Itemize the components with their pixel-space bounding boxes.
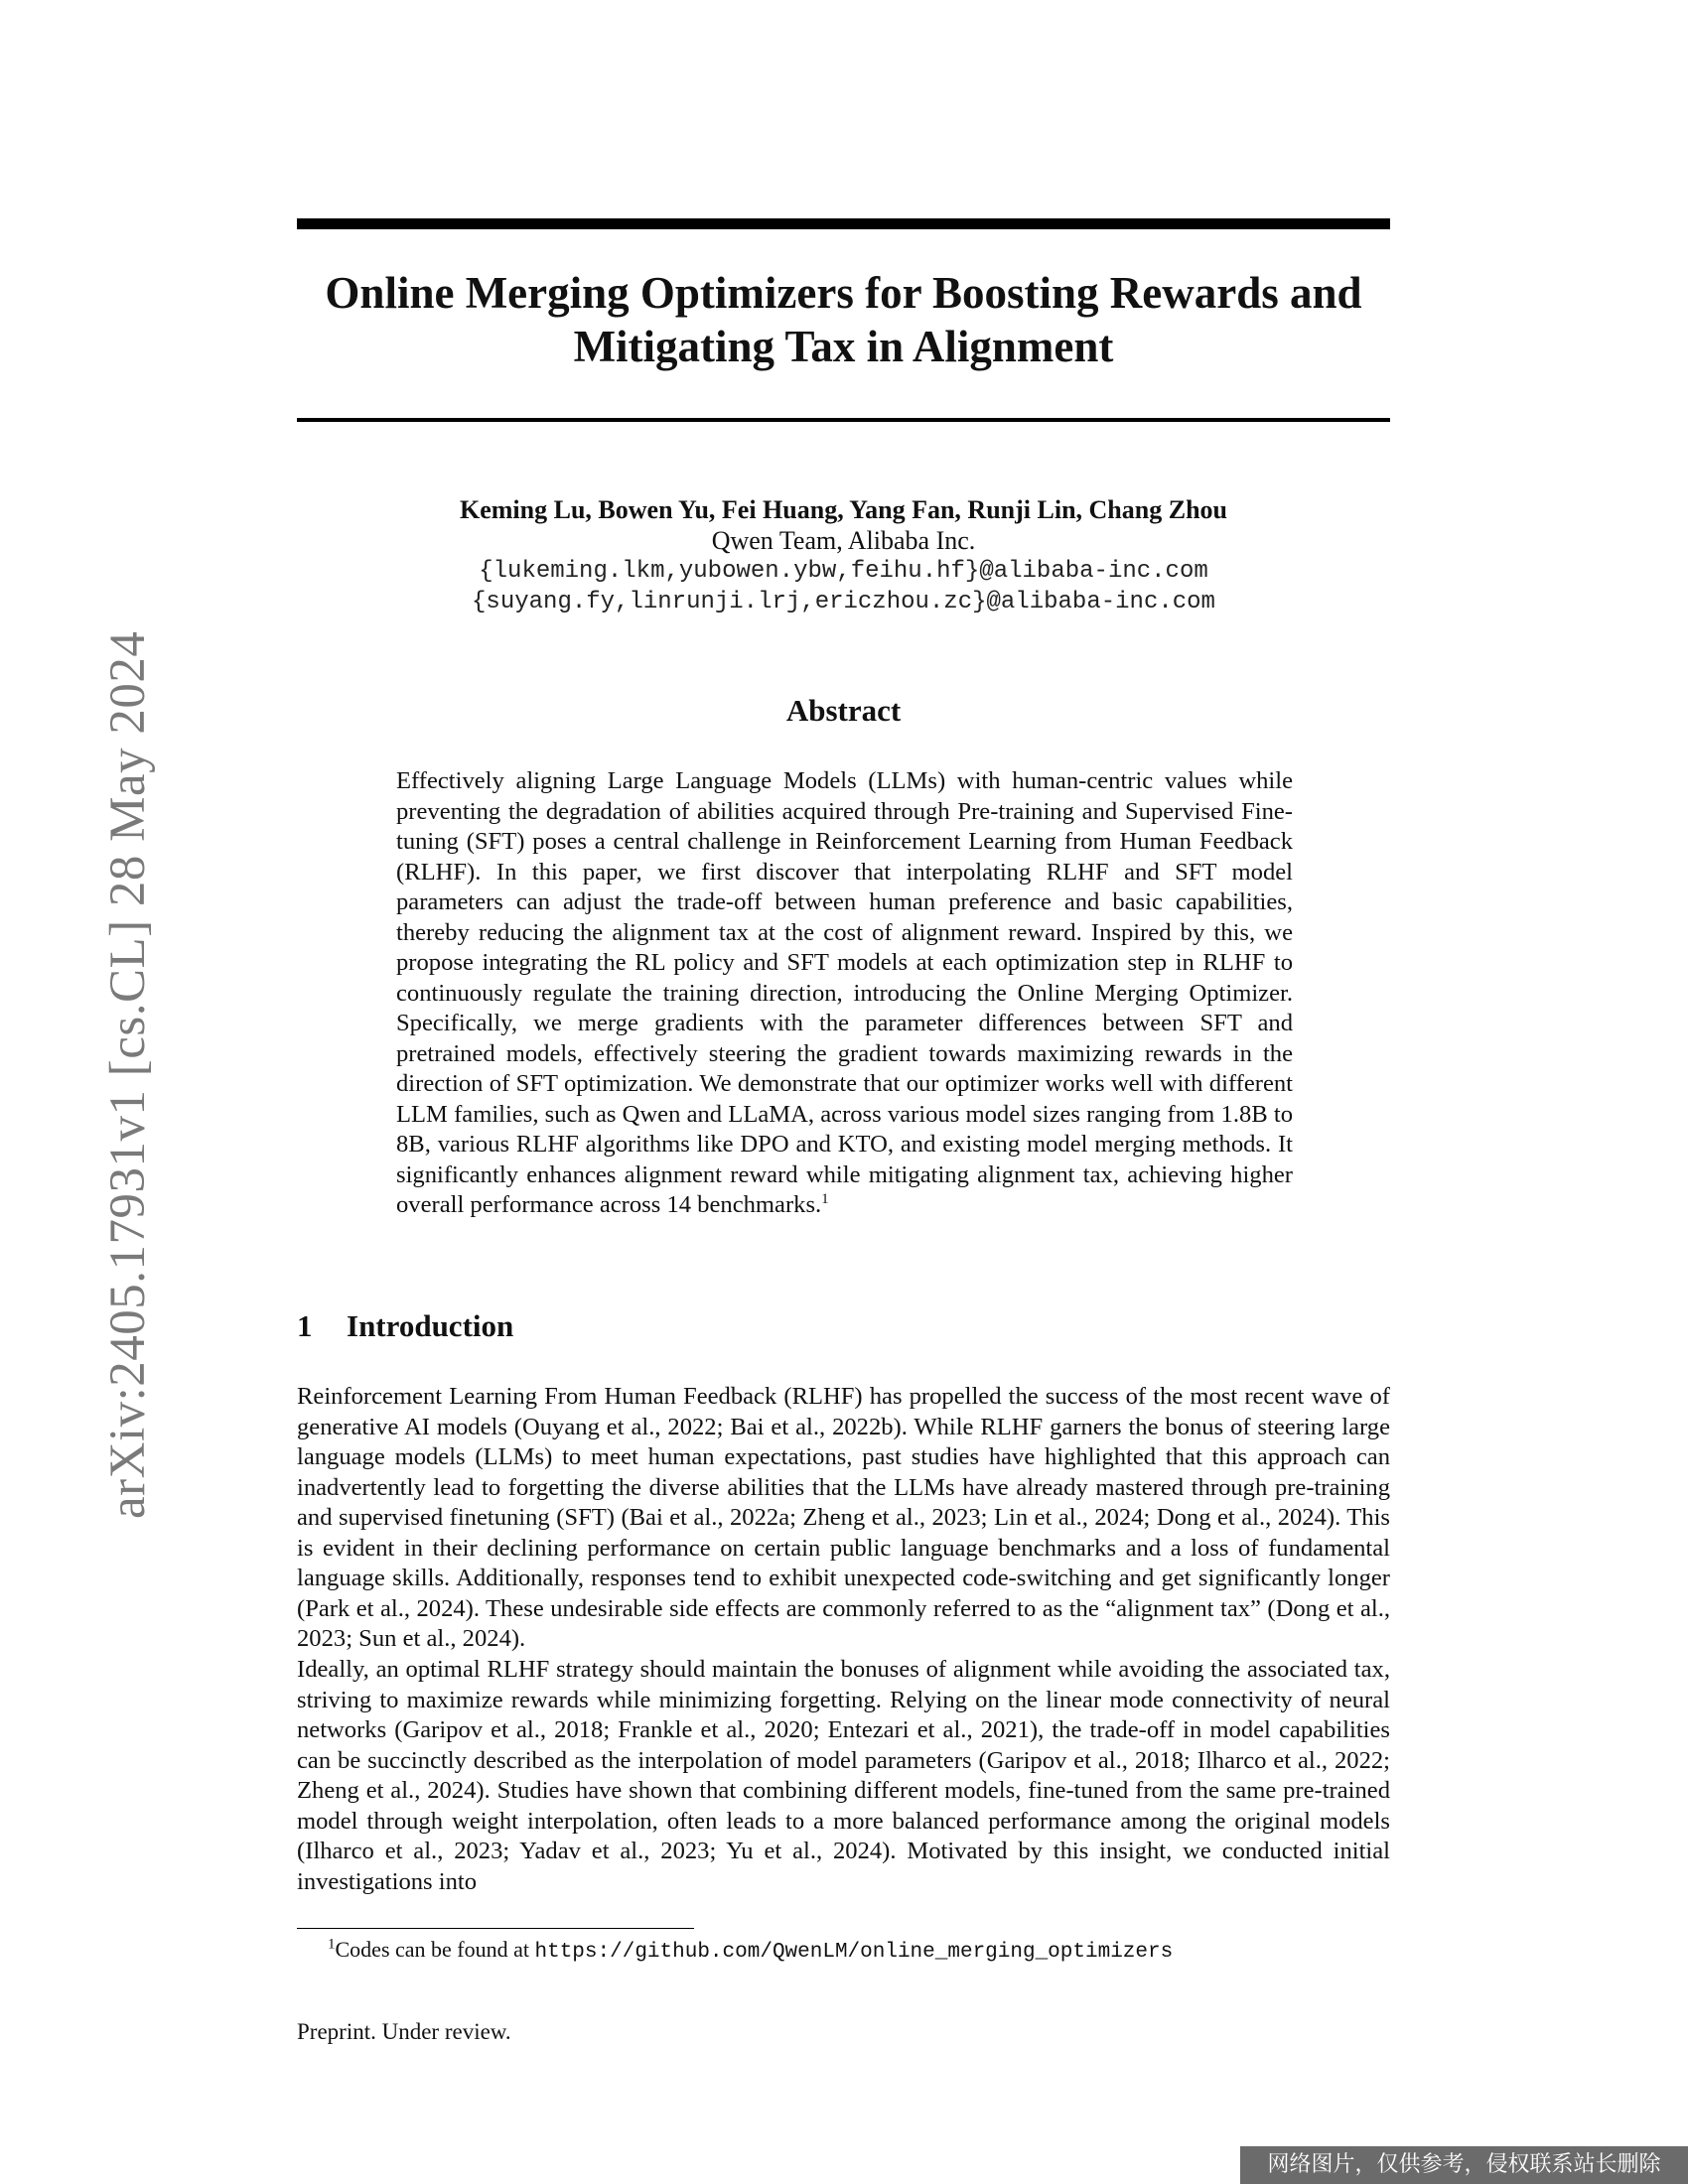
section-number: 1 <box>297 1308 313 1343</box>
footnote-marker: 1 <box>821 1190 829 1207</box>
author-names: Keming Lu, Bowen Yu, Fei Huang, Yang Fan, Runji Lin, Chang Zhou <box>460 495 1227 524</box>
abstract-text: Effectively aligning Large Language Models (LLMs) with human-centric values while preventing the degradation of abilities acquired through Pre-training and Supervised Fine-tuning (SFT) poses a central challenge in Reinforcement Learning from Human Feedback (RLHF). In this paper, we first discover that interpolating RLHF and SFT model parameters can adjust the trade-off between human preference and basic capabilities, thereby reducing the alignment tax at the cost of alignment reward. Inspired by this, we propose integrating the RL policy and SFT models at each optimization step in RLHF to continuously regulate the training direction, introducing the Online Merging Optimizer. Specifically, we merge gradients with the parameter differences between SFT and pretrained models, effectively steering the gradient towards maximizing rewards in the direction of SFT optimization. We demonstrate that our optimizer works well with different LLM families, such as Qwen and LLaMA, across various model sizes ranging from 1.8B to 8B, various RLHF algorithms like DPO and KTO, and existing model merging methods. It significantly enhances alignment reward while mitigating alignment tax, achieving higher overall performance across 14 benchmarks. <box>396 767 1293 1218</box>
section-title: Introduction <box>347 1308 514 1343</box>
preprint-note: Preprint. Under review. <box>297 2019 511 2044</box>
footnote-rule <box>297 1928 694 1929</box>
footnote-url[interactable]: https://github.com/QwenLM/online_merging_optimizers <box>534 1941 1174 1964</box>
title-top-rule <box>297 218 1390 229</box>
author-email: {suyang.fy,linrunji.lrj,ericzhou.zc}@alibaba-inc.com <box>472 589 1215 615</box>
footnote <box>328 1936 1173 1967</box>
section-heading-introduction <box>297 1308 513 1344</box>
footnote-number: 1 <box>328 1936 336 1953</box>
author-block <box>297 494 1390 617</box>
abstract-heading: Abstract <box>785 693 902 728</box>
watermark-banner: 网络图片，仅供参考，侵权联系站长删除 <box>1240 2146 1688 2184</box>
abstract-body <box>396 766 1293 1221</box>
author-email: {lukeming.lkm,yubowen.ybw,feihu.hf}@alibaba-inc.com <box>479 558 1208 585</box>
introduction-paragraph: Ideally, an optimal RLHF strategy should maintain the bonuses of alignment while avoiding the associated tax, striving to maximize rewards while minimizing forgetting. Relying on the linear mode connectivity of neural networks (Garipov et al., 2018; Frankle et al., 2020; Entezari et al., 2021), the trade-off in model capabilities can be succinctly described as the interpolation of model parameters (Garipov et al., 2018; Ilharco et al., 2022; Zheng et al., 2024). Studies have shown that combining different models, fine-tuned from the same pre-trained model through weight interpolation, often leads to a more balanced performance among the original models (Ilharco et al., 2023; Yadav et al., 2023; Yu et al., 2024). Motivated by this insight, we conducted initial investigations into <box>297 1656 1390 1895</box>
title-bottom-rule <box>297 418 1390 422</box>
author-affiliation: Qwen Team, Alibaba Inc. <box>711 526 976 555</box>
introduction-paragraph: Reinforcement Learning From Human Feedback (RLHF) has propelled the success of the most recent wave of generative AI models (Ouyang et al., 2022; Bai et al., 2022b). While RLHF garners the bonus of steering large language models (LLMs) to meet human expectations, past studies have highlighted that this approach can inadvertently lead to forgetting the diverse abilities that the LLMs have already mastered through pre-training and supervised finetuning (SFT) (Bai et al., 2022a; Zheng et al., 2023; Lin et al., 2024; Dong et al., 2024). This is evident in their declining performance on certain public language benchmarks and a loss of fundamental language skills. Additionally, responses tend to exhibit unexpected code-switching and get significantly longer (Park et al., 2024). These undesirable side effects are commonly referred to as the “alignment tax” (Dong et al., 2023; Sun et al., 2024). <box>297 1383 1390 1652</box>
paper-title: Online Merging Optimizers for Boosting Rewards and Mitigating Tax in Alignment <box>325 268 1362 371</box>
footnote-text: Codes can be found at <box>335 1937 535 1962</box>
arxiv-identifier: arXiv:2405.17931v1 [cs.CL] 28 May 2024 <box>100 630 156 1519</box>
